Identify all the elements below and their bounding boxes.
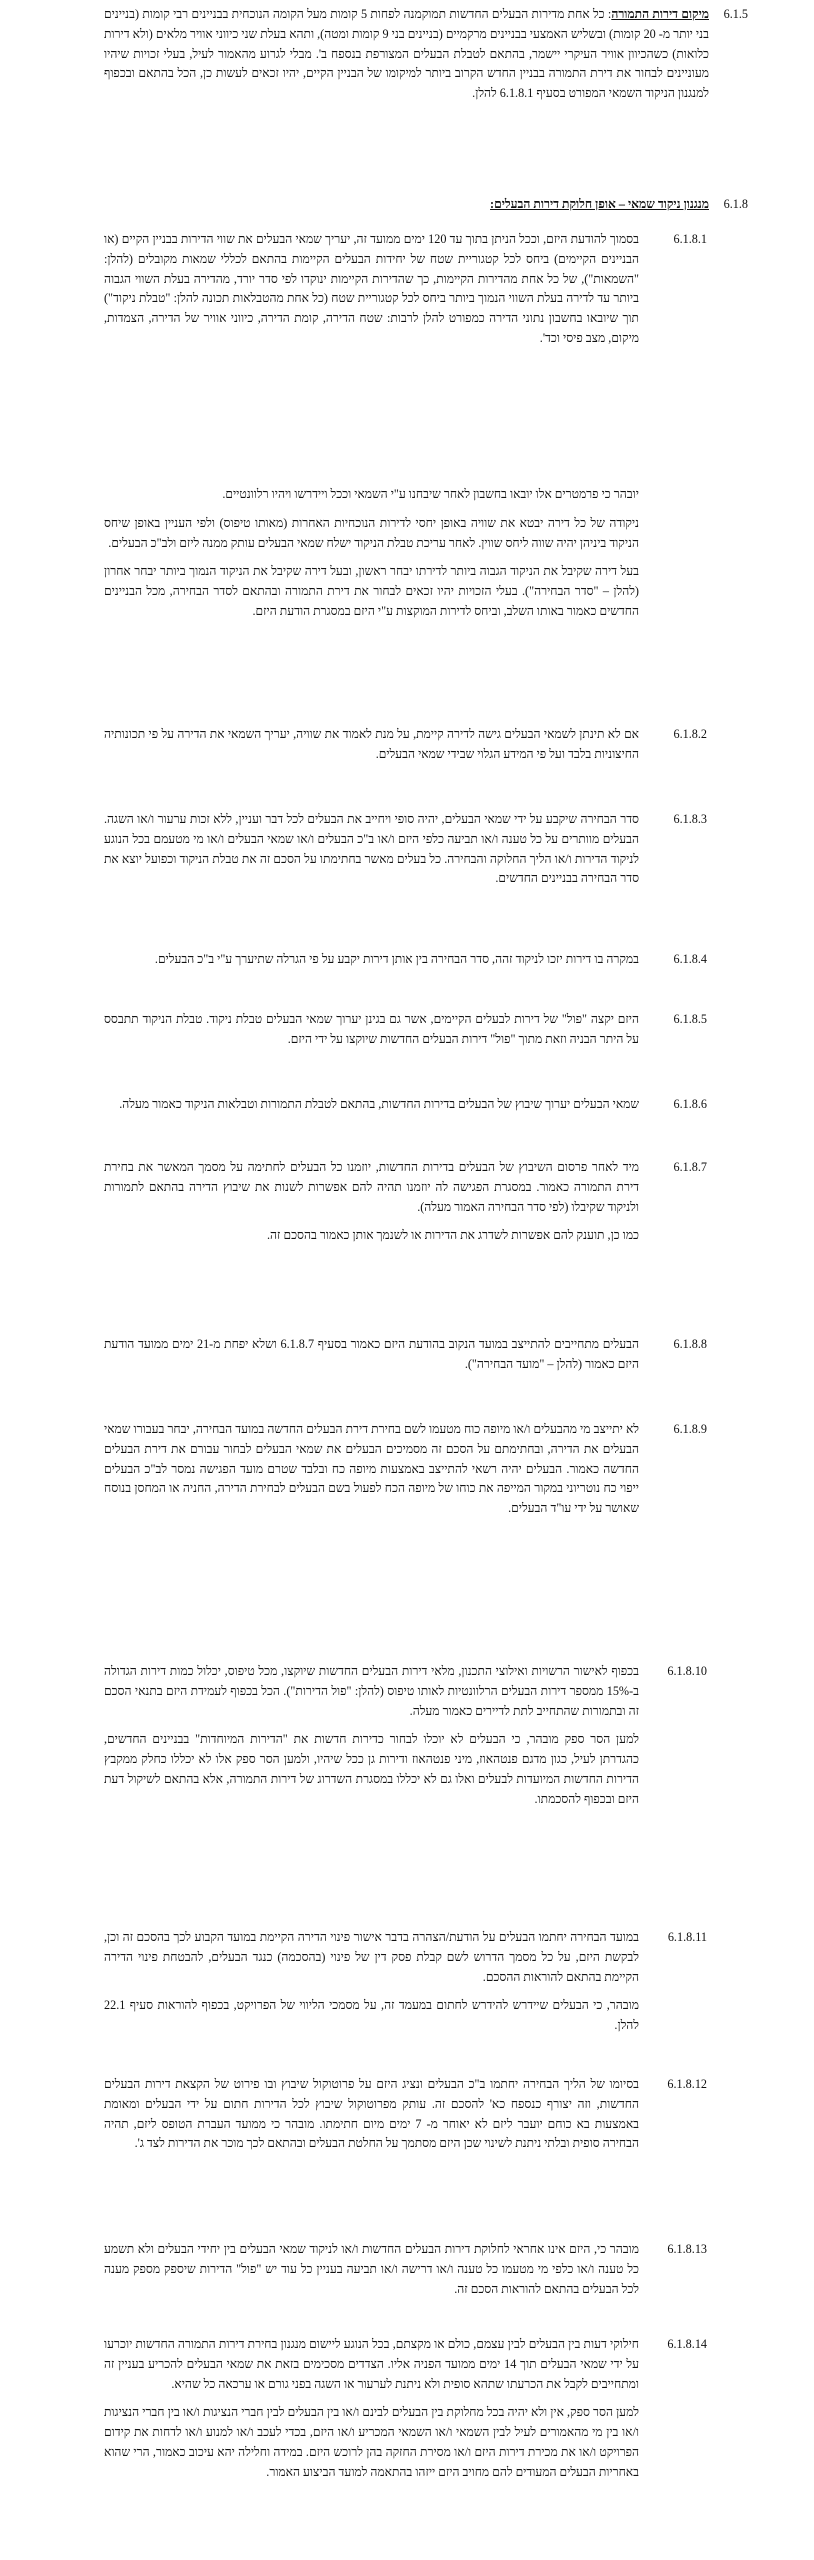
section-text <box>104 1095 639 1124</box>
section-text <box>104 810 639 898</box>
section-number: 6.1.8.13 <box>667 2242 707 2256</box>
section-text <box>104 1928 639 2045</box>
section-text <box>104 1420 639 1528</box>
section-text <box>104 1335 639 1384</box>
section-number: 6.1.8.9 <box>673 1422 707 1436</box>
section-number: 6.1.5 <box>723 7 748 21</box>
paragraph: סדר הבחירה שיקבע על ידי שמאי הבעלים, יהיה סופי ויחייב את הבעלים לכל דבר ועניין, ללא זכות ערעור ו/או השגה. הבעלים מוותרים על כל טענה ו/או תביעה כלפי היזם ו/או ב"כ הבעלים ו/או שמאי הבעלים ו/או מי מטעמם בכל הנוגע לניקוד הדירות ו/או הליך החלוקה והבחירה. כל בעלים מאשר בחתימתו על הסכם זה את טבלת הניקוד וכפועל יוצא את סדר הבחירה בבניינים החדשים. <box>104 812 639 886</box>
section-number: 6.1.8.11 <box>667 1930 707 1944</box>
section-title: מיקום דירות התמורה <box>611 7 709 21</box>
paragraph: לא יתייצב מי מהבעלים ו/או מיופה כוח מטעמו לשם בחירת דירת הבעלים החדשה במועד הבחירה, יבחר בעבורו שמאי הבעלים את הדירה, ובחתימתם על הסכם זה מסמיכים הבעלים את שמאי הבעלים לבחור עבורם את דירת הבעלים החדשה כאמור. הבעלים יהיה רשאי להתייצב באמצעות מיופה כח ובלבד שטרם מועד הפגישה נמסר לב"כ הבעלים ייפוי כח נוטריוני במקור המייפה את כוחו של מיופה הכח לפעול בשם הבעלים לבחירת הדירה, החניה או המחסן בנוסח שאושר על ידי עו"ד הבעלים. <box>104 1422 639 1516</box>
section-number: 6.1.8.12 <box>667 2077 707 2091</box>
section-text <box>104 1010 639 1059</box>
section-text <box>104 2335 639 2491</box>
paragraph: בסמוך להודעת היזם, וככל הניתן בתוך עד 120 ימים ממועד זה, יעריך שמאי הבעלים את שווי הדירות בבניין הקיים (או הבניינים הקיימים) ביחס לכל קטגוריית שטח של יחידות הבעלים הקיימות בהתאם לכללי שמאות מקובלים (להלן: "השמאות"), של כל אחת מהדירות הקיימות, כך שהדירות הקיימות ינוקדו לפי סדר יורד, מהדירה בעלת השווי הגבוה ביותר עד לדירה בעלת השווי הנמוך ביותר ביחס לכל קטגוריית שטח (כל אחת מהטבלאות תכונה להלן: "טבלת ניקוד") תוך שיובאו בחשבון נתוני הדירה כמפורט להלן לרבות: שטח הדירה, קומת הדירה, כיווני אוויר של הדירה, הצמדות, מיקום, מצב פיסי וכד'. <box>104 232 639 345</box>
paragraph: הבעלים מתחייבים להתייצב במועד הנקוב בהודעת היזם כאמור בסעיף 6.1.8.7 ושלא יפחת מ-21 ימים ממועד הודעת היזם כאמור (להלן – "מועד הבחירה"). <box>104 1337 639 1371</box>
paragraph: מובהר כי, היזם אינו אחראי לחלוקת דירות הבעלים החדשות ו/או לניקוד שמאי הבעלים בין יחידי הבעלים ולא תשמע כל טענה ו/או כלפי מי מטעמו כל טענה ו/או דרישה ו/או תביעה בעניין כל עוד יש "פול" הדירות שיספק מספק מענה לכל הבעלים בהתאם להוראות הסכם זה. <box>104 2242 639 2296</box>
section-heading <box>104 195 709 215</box>
paragraph: למען הסר ספק מובהר, כי הבעלים לא יוכלו לבחור כדירות חדשות את "הדירות המיוחדות" בבניינים החדשים, כהגדרתן לעיל, כגון מדגם פנטהאוז, מיני פנטהאוז ודירות גן ככל שיהיו, ולמען הסר ספק אלו לא יכללו כחלק ממקבץ הדירות החדשות המיועדות לבעלים ואלו גם לא יכללו במסגרת השדרוג של דירות התמורה, אלא בהתאם לשיקול דעת היזם ובכפוף להסכמתו. <box>104 1732 639 1806</box>
paragraph: במועד הבחירה יחתמו הבעלים על הודעת/הצהרה בדבר אישור פינוי הדירה הקיימת במועד הקבוע לכך בהסכם זה וכן, לבקשת היזם, על כל מסמך הדרוש לשם קבלת פסק דין של פינוי (בהסכמה) כנגד הבעלים, להבטחת פינוי הדירה הקיימת בהתאם להוראות ההסכם. <box>104 1930 639 1984</box>
paragraph: בעל דירה שקיבל את הניקוד הגבוה ביותר לדירתו יבחר ראשון, ובעל דירה שקיבל את הניקוד הנמוך ביותר יבחר אחרון (להלן – "סדר הבחירה"). בעלי הזכויות יהיו זכאים לבחור את דירת התמורה ובהתאם לסדר הבחירה, מכל הבניינים החדשים כאמור באותו השלב, וביחס לדירות המוקצות ע"י היזם במסגרת הודעת היזם. <box>104 564 639 618</box>
section-number: 6.1.8.8 <box>673 1337 707 1351</box>
section-text <box>104 2075 639 2163</box>
paragraph: למען הסר ספק, אין ולא יהיה בכל מחלוקת בין הבעלים לבינם ו/או בין הבעלים לבין חברי הנציגות ו/או בין חברי הנציגות ו/או בין מי מהאמורים לעיל לבין השמאי ו/או השמאי המכריע ו/או היזם, בכדי לעכב ו/או למנוע ו/או לדחות את קידום הפרויקט ו/או את מכירת דירות היזם ו/או מסירת החזקה בהן לרוכש היזם. במידה וחלילה יהא עיכוב כאמור, הרי שהוא באחריות הבעלים המעודים להם מחויב היזם ייזהו בהתאמה למועד הביצוע האמור. <box>104 2405 639 2479</box>
paragraph: שמאי הבעלים יערוך שיבוץ של הבעלים בדירות החדשות, בהתאם לטבלת התמורות וטבלאות הניקוד כאמור מעלה. <box>119 1097 639 1111</box>
section-number: 6.1.8.4 <box>673 952 707 966</box>
section-number: 6.1.8.7 <box>673 1160 707 1174</box>
section-text <box>104 1662 639 1818</box>
section-number: 6.1.8 <box>723 197 748 211</box>
paragraph: כמו כן, תוענק להם אפשרות לשדרג את הדירות או לשנמך אותן כאמור בהסכם זה. <box>266 1228 639 1243</box>
paragraph: מיד לאחר פרסום השיבוץ של הבעלים בדירות החדשות, יוזמנו כל הבעלים לחתימה על מסמך המאשר את בחירת דירת התמורה כאמור. במסגרת הפגישה לה יוזמנו תהיה להם אפשרות לשנות את שיבוץ הדירה בהתאם לתמורות ולניקוד שקיבלו (לפי סדר הבחירה האמור מעלה). <box>104 1160 639 1214</box>
section-body: : כל אחת מדירות הבעלים החדשות תמוקמנה לפחות 5 קומות מעל הקומה הנוכחית בבניינים רבי קומות (בניינים בני יותר מ- 20 קומות) ובשליש האמצעי בבניינים מרקמיים (בניינים בני 9 קומות ומטה), ותהא בעלת שני כיווני אוויר מלאים (ולא דירות כלואות) כשהכיוון אוויר העיקרי יישמר, בהתאם לטבלת הבעלים המצורפת בנספח ב'. מבלי לגרוע מהאמור לעיל, בעלי זכויות שיהיו מעוניינים לבחור את דירת התמורה בבניין החדש הקרוב ביותר למיקומו של הבניין הקיים, יהיו זכאים לעשות כן, הכל בהתאם ובכפוף למנגנון הניקוד השמאי המפורט בסעיף 6.1.8.1 להלן. <box>104 7 709 101</box>
paragraph: מובהר, כי הבעלים שיידרש להידרש לחתום במעמד זה, על מסמכי הליווי של הפרויקט, בכפוף להוראות סעיף 22.1 להלן. <box>104 1998 639 2033</box>
section-number: 6.1.8.1 <box>673 232 707 246</box>
paragraph: בכפוף לאישור הרשויות ואילוצי התכנון, מלאי דירות הבעלים החדשות שיוקצו, מכל טיפוס, יכלול כמות דירות הגדולה ב-15% ממספר דירות הבעלים הרלוונטיות לאותו טיפוס (להלן: "פול הדירות"). הכל בכפוף לעמידת היזם בתנאי הסכם זה ובתמורות שהתחייב לתת לדיירים כאמור מעלה. <box>104 1664 639 1718</box>
section-number: 6.1.8.2 <box>673 727 707 741</box>
paragraph: בסיומו של הליך הבחירה יחתמו ב"כ הבעלים ונציג היזם על פרוטוקול שיבוץ ובו פירוט של הקצאת דירות הבעלים החדשות, וזה יצורף כנספח כא' להסכם זה. עותק מפרוטוקול שיבוץ לכל הדירות חתום על ידי הבעלים ומאומת באמצעות בא כוחם יועבר ליזם לא יאוחר מ- 7 ימים מיום חתימתו. מובהר כי ממועד העברת הטופס ליזם, תהיה הבחירה סופית ובלתי ניתנת לשינוי שכן היזם מסתמך על החלטת הבעלים ובהתאם לכך מוכר את הדירות לצד ג'. <box>104 2077 640 2151</box>
section-text <box>104 2240 639 2308</box>
section-text <box>104 5 709 113</box>
section-text <box>104 230 639 358</box>
paragraph: היזם יקצה "פול" של דירות לבעלים הקיימים, אשר גם בגינן יערוך שמאי הבעלים טבלת ניקוד. טבלת הניקוד תתבסס על היתר הבניה וזאת מתוך "פול" דירות הבעלים החדשות שיוקצו על ידי היזם. <box>104 1012 639 1046</box>
paragraph: אם לא תינתן לשמאי הבעלים גישה לדירה קיימת, על מנת לאמוד את שוויה, יעריך השמאי את הדירה על פי תכונותיה החיצוניות בלבד ועל פי המידע הגלוי שבידי שמאי הבעלים. <box>104 727 639 761</box>
section-text <box>104 1158 639 1255</box>
paragraph: במקרה בו דירות יזכו לניקוד זהה, סדר הבחירה בין אותן דירות יקבע על פי הגרלה שתיערך ע"י ב"כ הבעלים. <box>154 952 639 966</box>
paragraph: חילוקי דעות בין הבעלים לבין עצמם, כולם או מקצתם, בכל הנוגע ליישום מנגנון בחירת דירות התמורה החדשות יוכרעו על ידי שמאי הבעלים תוך 14 ימים ממועד הפניה אליו. הצדדים מסכימים בזאת את שמאי הבעלים להכריע בעניין זה ומתחייבים לקבל את הכרעתו שתהא סופית ולא ניתנת לערעור או השגה בפני גורם או ערכאה כל שהיא. <box>104 2337 639 2391</box>
section-title: מנגנון ניקוד שמאי – אופן חלוקת דירות הבעלים: <box>490 197 709 211</box>
section-number: 6.1.8.10 <box>667 1664 707 1678</box>
paragraph: יובהר כי פרמטרים אלו יובאו בחשבון לאחר שיבחנו ע"י השמאי וככל ויידרשו ויהיו רלוונטיים. <box>222 487 639 501</box>
section-number: 6.1.8.3 <box>673 812 707 826</box>
section-text <box>104 950 639 979</box>
paragraph: ניקודה של כל דירה יבטא את שוויה באופן יחסי לדירות הנוכחיות האחרות (מאותו טיפוס) ולפי העניין באופן שיחס הניקוד ביניהן יהיה שווה ליחס שווין. לאחר עריכת טבלת הניקוד ישלח שמאי הבעלים עותק ממנה ליזם ולב"כ הבעלים. <box>104 515 639 550</box>
section-number: 6.1.8.14 <box>667 2337 707 2351</box>
section-number: 6.1.8.5 <box>673 1012 707 1026</box>
section-number: 6.1.8.6 <box>673 1097 707 1111</box>
section-text-continued <box>104 485 639 631</box>
section-text <box>104 725 639 774</box>
